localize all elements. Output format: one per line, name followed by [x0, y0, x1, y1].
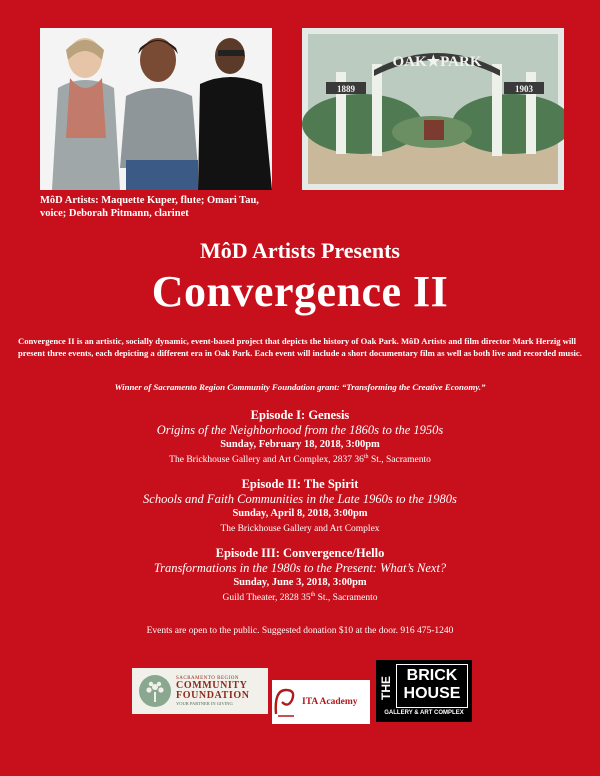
- episode-2: [0, 477, 600, 535]
- episode-subtitle: Transformations in the 1980s to the Present: What’s Next?: [153, 561, 447, 576]
- postcard-year-left: 1889: [337, 84, 355, 94]
- episode-subtitle: Origins of the Neighborhood from the 1860s to the 1950s: [156, 423, 444, 437]
- photo-caption: MôD Artists: Maquette Kuper, flute; Omari Tau, voice; Deborah Pitmann, clarinet: [40, 195, 259, 219]
- episode-date: Sunday, April 8, 2018, 3:00pm: [232, 508, 368, 520]
- presents-heading: MôD Artists Presents: [200, 238, 400, 263]
- foundation-tagline: YOUR PARTNER IN GIVING: [176, 701, 233, 706]
- episode-venue: The Brickhouse Gallery and Art Complex: [220, 524, 380, 535]
- episode-1: [0, 408, 600, 466]
- postcard-year-right: 1903: [515, 84, 533, 94]
- brickhouse-tagline: GALLERY & ART COMPLEX: [384, 710, 464, 716]
- ita-academy-logo: [272, 680, 370, 724]
- episode-3: [0, 546, 600, 604]
- tree-icon: [138, 674, 172, 708]
- page-title: Convergence II: [151, 267, 449, 316]
- foundation-region: SACRAMENTO REGION: [176, 676, 239, 681]
- episode-list: [0, 408, 600, 615]
- episode-title: Episode III: Convergence/Hello: [215, 546, 385, 561]
- oak-park-postcard: [302, 28, 564, 190]
- episode-title: Episode II: The Spirit: [241, 477, 359, 492]
- episode-subtitle: Schools and Faith Communities in the Late 1960s to the 1980s: [143, 492, 457, 507]
- postcard-arch-sign: OAK★PARK: [392, 54, 482, 70]
- foundation-name-2: FOUNDATION: [176, 690, 250, 701]
- episode-date: Sunday, June 3, 2018, 3:00pm: [233, 577, 367, 589]
- episode-venue: Guild Theater, 2828 35th St., Sacramento: [222, 592, 378, 604]
- public-notice: Events are open to the public. Suggested donation $10 at the door. 916 475-1240: [146, 626, 454, 636]
- intro-paragraph: Convergence II is an artistic, socially dynamic, event-based project that depicts the history of Oak Park. MôD Artists and film director Mark Herzig will present three events, each depicting a different era in Oak Park. Each event will include a short documentary film as well as both live and recorded music.: [18, 336, 582, 358]
- episode-date: Sunday, February 18, 2018, 3:00pm: [220, 439, 380, 450]
- swirl-icon: [272, 684, 298, 720]
- foundation-name-1: COMMUNITY: [176, 680, 248, 691]
- episode-venue: The Brickhouse Gallery and Art Complex, 2837 36th St., Sacramento: [169, 454, 431, 466]
- brickhouse-the: THE: [379, 676, 393, 700]
- ita-academy-name: ITA Academy: [302, 697, 358, 707]
- brickhouse-name: BRICK HOUSE: [396, 664, 468, 708]
- brickhouse-logo: [376, 660, 472, 722]
- award-line: Winner of Sacramento Region Community Foundation grant: “Transforming the Creative Economy.”: [114, 382, 486, 392]
- artists-photo: [40, 28, 272, 190]
- episode-title: Episode I: Genesis: [250, 408, 350, 422]
- community-foundation-logo: [132, 668, 268, 714]
